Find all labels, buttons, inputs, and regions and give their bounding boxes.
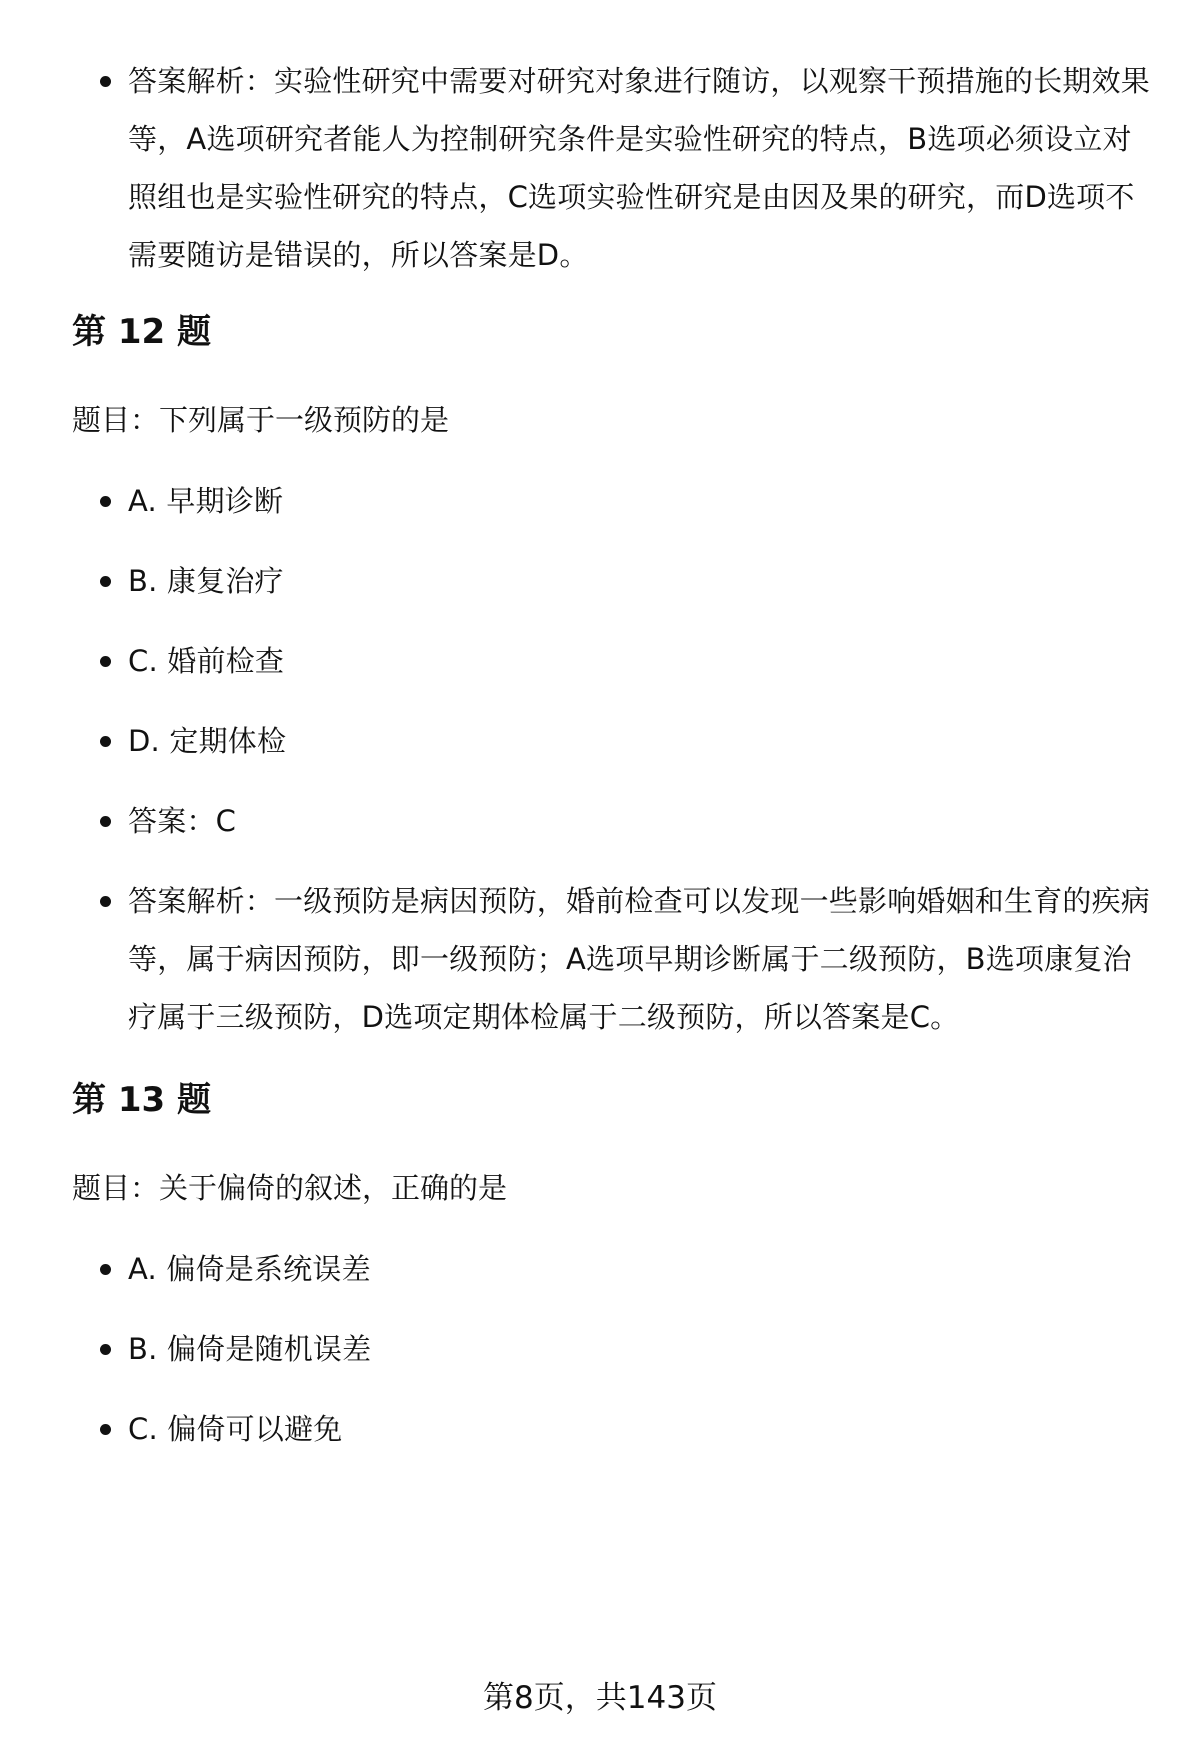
q12-stem: 题目：下列属于一级预防的是 [72,403,450,437]
bullet-dot [100,576,111,587]
q12-option-a [100,472,1160,530]
bullet-dot [100,736,111,747]
option-text: D. 定期体检 [128,724,287,758]
q12-heading: 第 12 题 [72,312,211,352]
option-text: A. 偏倚是系统误差 [128,1252,371,1286]
option-text: B. 康复治疗 [128,564,284,598]
bullet-dot [100,816,111,827]
bullet-dot [100,1344,111,1355]
q13-heading: 第 13 题 [72,1080,211,1120]
q12-answer [100,792,1160,850]
bullet-dot [100,1264,111,1275]
answer-text: 答案：C [128,804,237,838]
q12-option-c [100,632,1160,690]
bullet-dot [100,896,111,907]
q11-explanation-item [100,52,1160,284]
page-number: 第8页，共143页 [483,1680,717,1716]
q12-option-d [100,712,1160,770]
q13-stem: 题目：关于偏倚的叙述，正确的是 [72,1171,508,1205]
bullet-dot [100,656,111,667]
option-text: C. 偏倚可以避免 [128,1412,343,1446]
q13-option-c [100,1400,1160,1458]
q12-explanation-item [100,872,1160,1046]
bullet-dot [100,496,111,507]
q12-option-b [100,552,1160,610]
option-text: A. 早期诊断 [128,484,284,518]
bullet-dot [100,1424,111,1435]
q13-option-b [100,1320,1160,1378]
q13-option-a [100,1240,1160,1298]
q11-explanation-text: 答案解析：实验性研究中需要对研究对象进行随访，以观察干预措施的长期效果等，A选项研究者能人为控制研究条件是实验性研究的特点，B选项必须设立对照组也是实验性研究的特点，C选项实验性研究是由因及果的研究，而D选项不需要随访是错误的，所以答案是D。 [128,64,1151,272]
bullet-dot [100,76,111,87]
option-text: B. 偏倚是随机误差 [128,1332,372,1366]
option-text: C. 婚前检查 [128,644,285,678]
q12-explanation-text: 答案解析：一级预防是病因预防，婚前检查可以发现一些影响婚姻和生育的疾病等，属于病因预防，即一级预防；A选项早期诊断属于二级预防，B选项康复治疗属于三级预防，D选项定期体检属于二级预防，所以答案是C。 [128,884,1151,1034]
